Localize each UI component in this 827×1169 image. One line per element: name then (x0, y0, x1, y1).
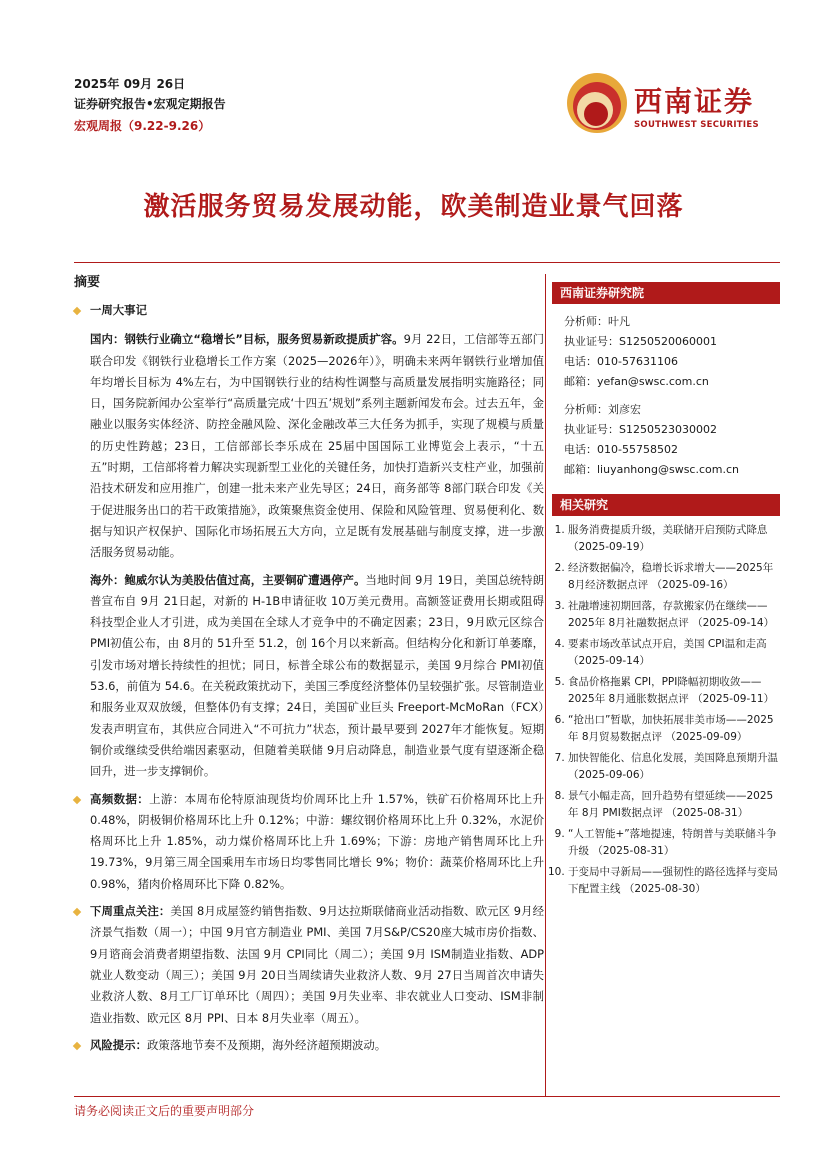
page-title: 激活服务贸易发展动能，欧美制造业景气回落 (143, 192, 684, 222)
summary-column (74, 274, 544, 1060)
footer-divider (74, 1096, 780, 1097)
list-item[interactable]: 2. 经济数据偏冷，稳增长诉求增大——2025年 8月经济数据点评 （2025-09-16） (568, 560, 780, 593)
analyst-name: 分析师：叶凡 (564, 315, 630, 328)
bullet-icon (73, 908, 81, 916)
analyst-block (552, 312, 780, 392)
list-item[interactable]: 9. “人工智能+”落地提速，特朗普与美联储斗争升级 （2025-08-31） (568, 826, 780, 859)
list-item[interactable]: 4. 要素市场改革试点开启，美国 CPI温和走高 （2025-09-14） (568, 636, 780, 669)
list-item[interactable]: 8. 景气小幅走高，回升趋势有望延续——2025年 8月 PMI数据点评 （2025-08-31） (568, 788, 780, 821)
list-item[interactable]: 6. “抢出口”暂歇，加快拓展非美市场——2025年 8月贸易数据点评 （2025-09-09） (568, 712, 780, 745)
related-research-list (552, 522, 780, 897)
bullet-icon (73, 795, 81, 803)
list-item[interactable]: 10. 于变局中寻新局——强韧性的路径选择与变局下配置主线 （2025-08-30） (568, 864, 780, 897)
logo-emblem-icon (566, 72, 628, 134)
overseas-paragraph (74, 570, 544, 783)
analyst-phone: 电话：010-55758502 (564, 443, 678, 456)
logo-en: SOUTHWEST SECURITIES (634, 120, 759, 130)
column-divider (545, 274, 546, 1096)
report-type: 证券研究报告•宏观定期报告 (74, 97, 226, 111)
risk-label: 风险提示： (90, 1037, 147, 1052)
sidebar (552, 282, 780, 902)
overseas-text: 当地时间 9月 19日，美国总统特朗普宣布自 9月 21日起，对新的 H-1B申请征收 10万美元费用。高额签证费用长期或阻碍科技型企业人才引进，成为美国在全球人才竞争中的不确定因素；23日，9月欧元区综合 PMI初值公布，由 8月的 51升至 51.2，创 16个月以来新高。但结构分化和新订单萎靡，引发市场对增长持续性的担忧；同日，标普全球公布的数据显示，美国 9月综合 PMI初值 53.6，前值为 54.6。在关税政策扰动下，美国三季度经济整体仍呈较强扩张。尽管制造业和服务业双双放缓，但整体仍有支撑；24日，美国矿业巨头 Freeport-McMoRan（FCX）发表声明宣布，其供应合同进入“不可抗力”状态，预计最早要到 2027年才能恢复。短期铜价或继续受供给端因素驱动，但随着美联储 9月启动降息，制造业景气度有望逐渐企稳回升，进一步支撑铜价。 (90, 572, 544, 779)
domestic-paragraph (74, 329, 544, 563)
list-item[interactable]: 7. 加快智能化、信息化发展，美国降息预期升温 （2025-09-06） (568, 750, 780, 783)
summary-heading: 摘要 (74, 275, 101, 290)
institute-heading: 西南证券研究院 (552, 282, 780, 304)
logo-cn: 西南证券 (634, 85, 755, 118)
analyst-phone: 电话：010-57631106 (564, 355, 678, 368)
title-divider (74, 262, 780, 263)
next-label: 下周重点关注： (90, 904, 171, 919)
next-week-paragraph (74, 901, 544, 1029)
analyst-cert: 执业证号：S1250520060001 (564, 335, 717, 348)
hf-label: 高频数据： (90, 791, 150, 806)
bullet-icon (73, 307, 81, 315)
domestic-text: 9月 22日，工信部等五部门联合印发《钢铁行业稳增长工作方案（2025—2026年）》，明确未来两年钢铁行业增加值年均增长目标为 4%左右，为中国钢铁行业的结构性调整与高质量发展指明实施路径；同日，国务院新闻办公室举行“高质量完成‘十四五’规划”系列主题新闻发布会。过去五年，金融业以服务实体经济、防控金融风险、深化金融改革三大任务为抓手，实现了规模与质量的历史性跨越；23日，工信部部长李乐成在 25届中国国际工业博览会上表示，“十五五”时期，工信部将着力解决实现新型工业化的关键任务，加快打造新兴支柱产业，加强前沿技术研发和应用推广，创建一批未来产业先导区；24日，商务部等 8部门联合印发《关于促进服务出口的若干政策措施》，政策聚焦资金使用、保险和风险管理、贸易便利化、数据与知识产权保护、国际化市场拓展五大方向，立足既有发展基础与制度支撑，进一步激活服务贸易动能。 (90, 332, 544, 560)
related-heading: 相关研究 (552, 494, 780, 516)
bullet-icon (73, 1042, 81, 1050)
analyst-email[interactable]: 邮箱：liuyanhong@swsc.com.cn (564, 463, 739, 476)
next-text: 美国 8月成屋签约销售指数、9月达拉斯联储商业活动指数、欧元区 9月经济景气指数（周一）；中国 9月官方制造业 PMI、美国 7月S&P/CS20座大城市房价指数、9月谘商会消费者期望指数、法国 9月 CPI同比（周二）；美国 9月 ISM制造业指数、ADP就业人数变动（周三）；美国 9月 20日当周续请失业救济人数、9月 27日当周首次申请失业救济人数、8月工厂订单环比（周四）；美国 9月失业率、非农就业人口变动、ISM非制造业指数、欧元区 8月 PPI、日本 8月失业率（周五）。 (90, 904, 544, 1025)
high-frequency-paragraph (74, 789, 544, 895)
analyst-cert: 执业证号：S1250523030002 (564, 423, 717, 436)
list-item[interactable]: 5. 食品价格拖累 CPI，PPI降幅初期收敛——2025年 8月通胀数据点评 （2025-09-11） (568, 674, 780, 707)
analyst-name: 分析师：刘彦宏 (564, 403, 641, 416)
report-date: 2025年 09月 26日 (74, 77, 186, 91)
list-item[interactable]: 3. 社融增速初期回落，存款搬家仍在继续——2025年 8月社融数据点评 （2025-09-14） (568, 598, 780, 631)
domestic-lead: 国内：钢铁行业确立“稳增长”目标，服务贸易新政提质扩容。 (90, 332, 404, 347)
company-logo (566, 72, 786, 136)
overseas-lead: 海外：鲍威尔认为美股估值过高，主要铜矿遭遇停产。 (90, 572, 366, 587)
list-item[interactable]: 1. 服务消费提质升级，美联储开启预防式降息 （2025-09-19） (568, 522, 780, 555)
footer-disclaimer: 请务必阅读正文后的重要声明部分 (74, 1104, 255, 1118)
week-events-heading: 一周大事记 (74, 300, 544, 321)
risk-paragraph (74, 1035, 544, 1056)
analyst-email[interactable]: 邮箱：yefan@swsc.com.cn (564, 375, 709, 388)
report-series: 宏观周报（9.22-9.26） (74, 119, 211, 133)
risk-text: 政策落地节奏不及预期，海外经济超预期波动。 (146, 1037, 387, 1052)
hf-text: 上游：本周布伦特原油现货均价周环比上升 1.57%，铁矿石价格周环比上升 0.48%，阴极铜价格周环比上升 0.12%；中游：螺纹钢价格周环比上升 0.32%，水泥价格周环比上升 1.85%，动力煤价格周环比上升 1.69%；下游：房地产销售周环比上升 19.73%，9月第三周全国乘用车市场日均零售同比增长 9%；物价：蔬菜价格周环比上升 0.98%，猪肉价格周环比下降 0.82%。 (90, 791, 544, 891)
analyst-block (552, 400, 780, 480)
